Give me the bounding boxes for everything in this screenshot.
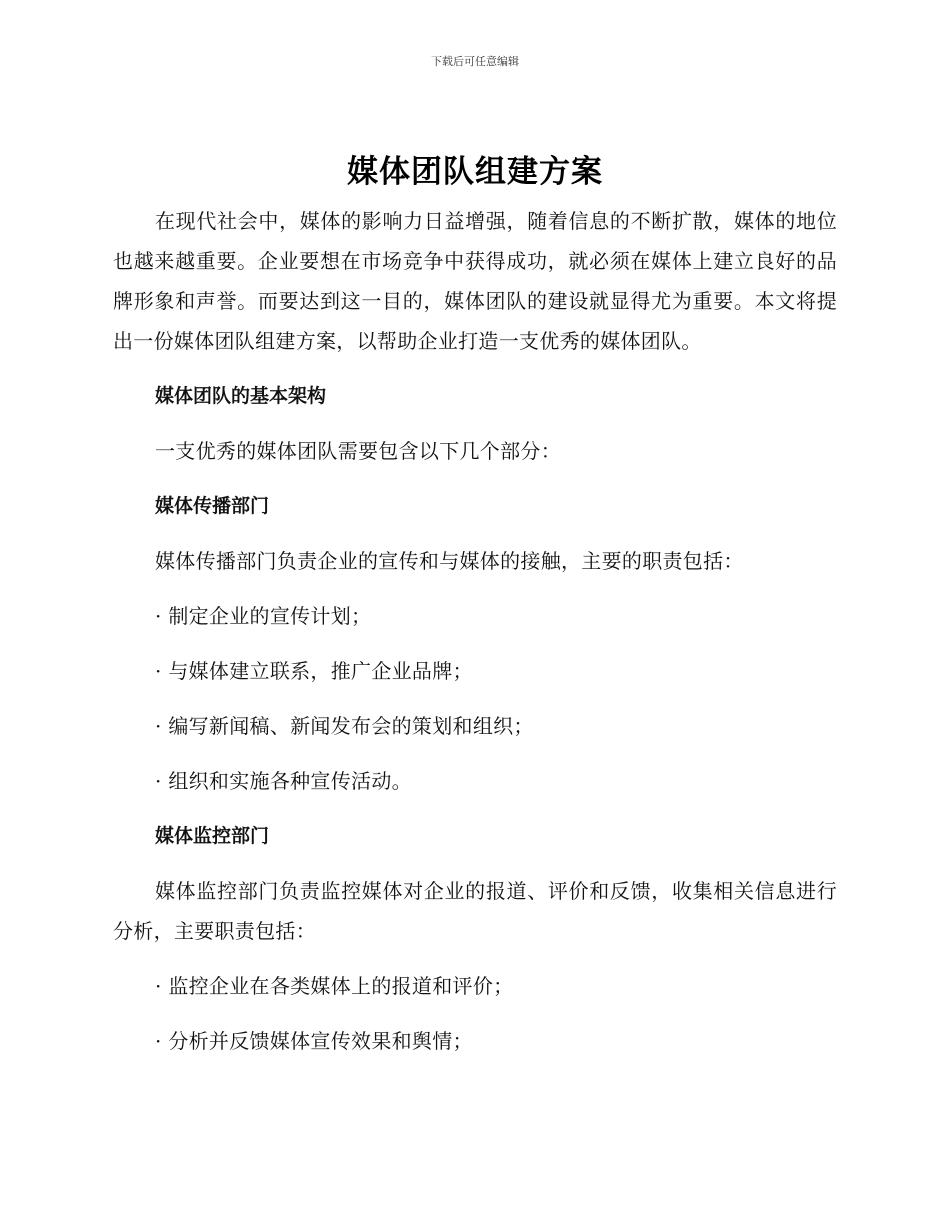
list-item: · 与媒体建立联系，推广企业品牌； (155, 659, 473, 683)
section-paragraph-communication-dept: 媒体传播部门负责企业的宣传和与媒体的接触，主要的职责包括： (155, 549, 744, 573)
section-paragraph-architecture: 一支优秀的媒体团队需要包含以下几个部分： (155, 439, 561, 463)
list-item: · 监控企业在各类媒体上的报道和评价； (155, 974, 514, 998)
list-item: · 制定企业的宣传计划； (155, 604, 372, 628)
section-heading-architecture: 媒体团队的基本架构 (155, 385, 327, 407)
section-heading-monitoring-dept: 媒体监控部门 (155, 825, 270, 847)
intro-paragraph: 在现代社会中，媒体的影响力日益增强，随着信息的不断扩散，媒体的地位也越来越重要。企业要想在市场竞争中获得成功，就必须在媒体上建立良好的品牌形象和声誉。而要达到这一目的，媒体团队的建设就显得尤为重要。本文将提出一份媒体团队组建方案，以帮助企业打造一支优秀的媒体团队。 (113, 209, 837, 353)
list-item: · 分析并反馈媒体宣传效果和舆情； (155, 1029, 473, 1053)
document-body (113, 201, 837, 1061)
list-item: · 编写新闻稿、新闻发布会的策划和组织； (155, 714, 534, 738)
page-header-note: 下载后可任意编辑 (431, 55, 519, 68)
list-item: · 组织和实施各种宣传活动。 (155, 769, 412, 793)
document-title: 媒体团队组建方案 (347, 154, 603, 190)
section-heading-communication-dept: 媒体传播部门 (155, 495, 270, 517)
section-paragraph-monitoring-dept: 媒体监控部门负责监控媒体对企业的报道、评价和反馈，收集相关信息进行分析，主要职责包括： (113, 879, 837, 943)
